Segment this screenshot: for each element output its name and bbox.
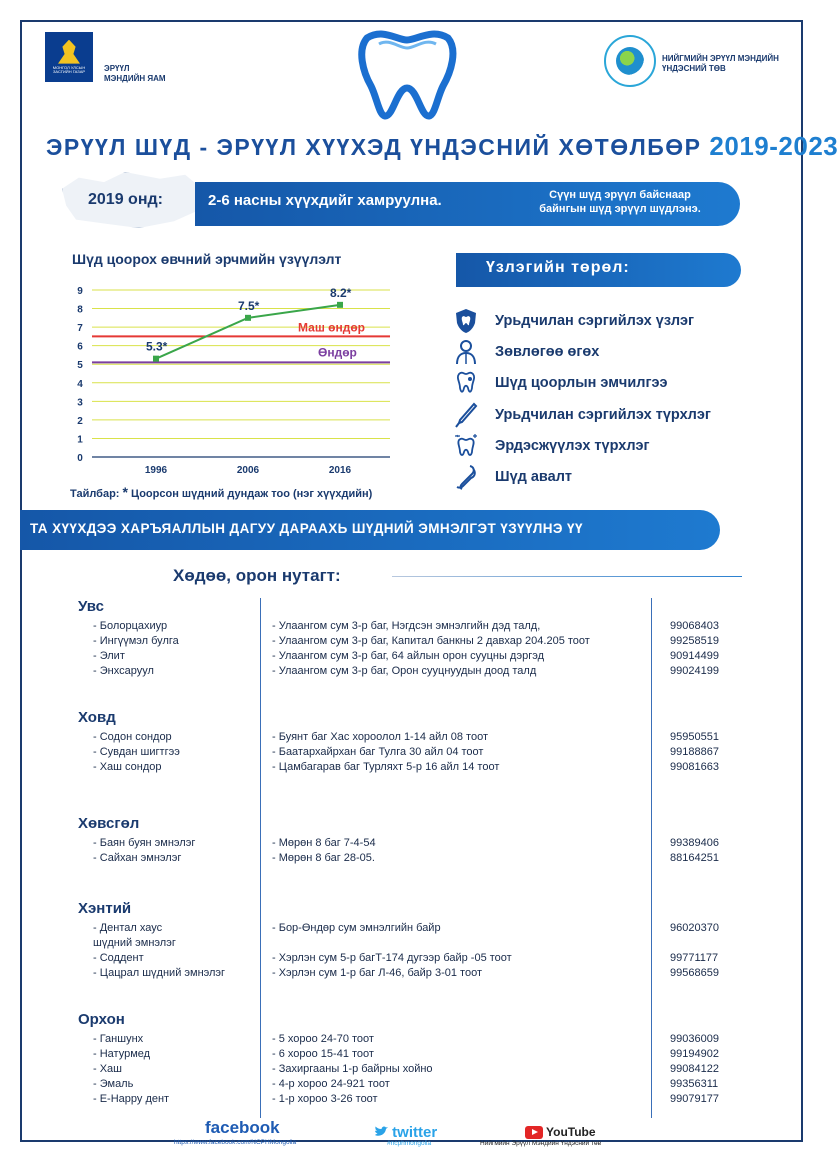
x-tick-label: 1996 bbox=[144, 465, 168, 476]
clinic-row bbox=[0, 922, 825, 937]
center-name: НИЙГМИЙН ЭРҮҮЛ МЭНДИЙН ҮНДЭСНИЙ ТӨВ bbox=[662, 54, 779, 74]
twitter-logo[interactable]: twitter bbox=[374, 1124, 437, 1141]
clinic-banner: ТА ХҮҮХДЭЭ ХАРЪЯАЛЛЫН ДАГУУ ДАРААХЬ ШҮДНИЙ ЭМНЭЛГЭТ ҮЗҮҮЛНЭ ҮҮ bbox=[20, 510, 720, 550]
clinic-row bbox=[0, 852, 825, 867]
coverage-text: 2-6 насны хүүхдийг хамруулна. bbox=[208, 192, 442, 209]
clinic-phone: 99356311 bbox=[670, 1078, 719, 1090]
clinic-address: - Улаангом сум 3-р баг, Орон сууцнуудын доод талд bbox=[272, 665, 537, 677]
clinic-address: - 4-р хороо 24-921 тоот bbox=[272, 1078, 390, 1090]
province-heading: Ховд bbox=[78, 709, 116, 726]
clinic-row bbox=[0, 952, 825, 967]
clinic-name: - Сувдан шигтгээ bbox=[93, 746, 180, 758]
clinic-address: - Улаангом сум 3-р баг, Нэгдсэн эмнэлгийн дэд талд, bbox=[272, 620, 541, 632]
doctor-icon bbox=[453, 339, 479, 365]
clinic-address: - Захиргааны 1-р байрны хойно bbox=[272, 1063, 433, 1075]
clinic-row bbox=[0, 650, 825, 665]
clinic-phone: 90914499 bbox=[670, 650, 719, 662]
reference-line-label: Өндөр bbox=[318, 345, 357, 360]
exam-item-extraction: Шүд авалт bbox=[453, 463, 572, 491]
caries-chart bbox=[68, 280, 408, 480]
clinic-name: - Натурмед bbox=[93, 1048, 151, 1060]
clinic-address: - Буянт баг Хас хороолол 1-14 айл 08 тоот bbox=[272, 731, 488, 743]
soyombo-icon bbox=[58, 40, 80, 64]
twitter-bird-icon bbox=[374, 1126, 388, 1138]
clinic-phone: 95950551 bbox=[670, 731, 719, 743]
government-seal-logo bbox=[45, 32, 93, 82]
clinic-row bbox=[0, 1093, 825, 1108]
clinic-address: - Цамбагарав баг Турляхт 5-р 16 айл 14 тоот bbox=[272, 761, 500, 773]
data-point bbox=[153, 356, 159, 362]
data-label: 7.5* bbox=[238, 298, 260, 313]
exam-types-heading: Үзлэгийн төрөл: bbox=[456, 253, 741, 287]
clinic-row bbox=[0, 1048, 825, 1063]
year-label: 2019 онд: bbox=[88, 191, 163, 208]
y-tick-label: 0 bbox=[77, 453, 83, 464]
chart-note: Тайлбар: * Цоорсон шүдний дундаж тоо (нэг хүүхдийн) bbox=[70, 484, 373, 500]
clinic-address: - 5 хороо 24-70 тоот bbox=[272, 1033, 374, 1045]
clinic-row bbox=[0, 746, 825, 761]
facebook-logo[interactable]: facebook bbox=[205, 1118, 280, 1137]
clinic-name: - Ингүүмэл булга bbox=[93, 635, 179, 647]
twitter-handle[interactable]: #ncphmongolia bbox=[387, 1140, 432, 1147]
clinic-phone: 99024199 bbox=[670, 665, 719, 677]
y-tick-label: 9 bbox=[77, 286, 83, 297]
y-tick-label: 5 bbox=[77, 360, 83, 372]
clinic-name: - Соддент bbox=[93, 952, 144, 964]
clinic-row bbox=[0, 967, 825, 982]
y-tick-label: 1 bbox=[77, 434, 83, 446]
reference-line-label: Маш өндөр bbox=[298, 320, 366, 335]
exam-item-fluoride: Эрдэсжүүлэх түрхлэг bbox=[453, 432, 650, 460]
seal-text: МОНГОЛ УЛСЫН ЗАСГИЙН ГАЗАР bbox=[52, 64, 86, 74]
banner-side-text: Сүүн шүд эрүүл байснаар байнгын шүд эрүүл шүдлэнэ. bbox=[539, 189, 701, 216]
clinic-row bbox=[0, 1078, 825, 1093]
clinic-phone: 88164251 bbox=[670, 852, 719, 864]
clinic-phone: 99084122 bbox=[670, 1063, 719, 1075]
exam-item-consultation: Зөвлөгөө өгөх bbox=[453, 338, 599, 366]
clinic-name: - Сайхан эмнэлэг bbox=[93, 852, 182, 864]
clinic-phone: 99068403 bbox=[670, 620, 719, 632]
brush-icon bbox=[453, 402, 479, 428]
clinic-address: - Хэрлэн сум 5-р багТ-174 дугээр байр -05 тоот bbox=[272, 952, 512, 964]
clinic-phone: 99771177 bbox=[670, 952, 719, 964]
y-tick-label: 4 bbox=[77, 378, 83, 390]
clinic-name: - Хаш сондор bbox=[93, 761, 162, 773]
clinic-row bbox=[0, 1063, 825, 1078]
clinic-name: - Содон сондор bbox=[93, 731, 172, 743]
data-label: 8.2* bbox=[330, 285, 352, 300]
y-tick-label: 3 bbox=[77, 397, 83, 409]
clinic-name: шүдний эмнэлэг bbox=[93, 937, 176, 949]
subtitle-divider bbox=[392, 576, 742, 577]
clinic-phone: 99568659 bbox=[670, 967, 719, 979]
clinic-row bbox=[0, 665, 825, 680]
title-years: 2019-2023 bbox=[709, 131, 838, 161]
clinic-address: - 6 хороо 15-41 тоот bbox=[272, 1048, 374, 1060]
ncph-logo bbox=[604, 35, 656, 87]
clinic-name: - Элит bbox=[93, 650, 125, 662]
y-tick-label: 2 bbox=[77, 415, 83, 427]
chart-title: Шүд цоорох өвчний эрчмийн үзүүлэлт bbox=[72, 251, 342, 267]
clinic-address: - Баатархайрхан баг Тулга 30 айл 04 тоот bbox=[272, 746, 484, 758]
clinic-row bbox=[0, 635, 825, 650]
clinic-name: - Баян буян эмнэлэг bbox=[93, 837, 196, 849]
clinic-address: - Хэрлэн сум 1-р баг Л-46, байр 3-01 тоот bbox=[272, 967, 482, 979]
y-tick-label: 6 bbox=[77, 341, 83, 353]
clinic-row bbox=[0, 937, 825, 952]
x-tick-label: 2006 bbox=[236, 465, 260, 476]
province-heading: Орхон bbox=[78, 1011, 125, 1028]
clinic-phone: 99389406 bbox=[670, 837, 719, 849]
forceps-icon bbox=[453, 464, 479, 490]
clinic-name: - Е-Нарру дент bbox=[93, 1093, 170, 1105]
clinic-address: - Улаангом сум 3-р баг, 64 айлын орон сууцны дэргэд bbox=[272, 650, 545, 662]
clinic-name: - Хаш bbox=[93, 1063, 122, 1075]
clinic-name: - Энхсаруул bbox=[93, 665, 154, 677]
clinic-name: - Дентал хаус bbox=[93, 922, 163, 934]
clinic-address: - Улаангом сум 3-р баг, Капитал банкны 2 давхар 204.205 тоот bbox=[272, 635, 590, 647]
x-tick-label: 2016 bbox=[328, 465, 352, 476]
clinic-phone: 99079177 bbox=[670, 1093, 719, 1105]
page-title: ЭРҮҮЛ ШҮД - ЭРҮҮЛ ХҮҮХЭД ҮНДЭСНИЙ ХӨТӨЛБӨР 2019-2023 bbox=[46, 131, 838, 161]
clinic-address: - Мөрөн 8 баг 7-4-54 bbox=[272, 837, 376, 849]
shield-tooth-icon bbox=[453, 308, 479, 334]
youtube-play-icon bbox=[525, 1126, 543, 1139]
rural-subtitle: Хөдөө, орон нутагт: bbox=[173, 566, 341, 585]
clinic-name: - Болорцахиур bbox=[93, 620, 168, 632]
data-label: 5.3* bbox=[146, 339, 168, 354]
y-tick-label: 8 bbox=[77, 304, 83, 316]
clinic-phone: 99258519 bbox=[670, 635, 719, 647]
data-point bbox=[337, 302, 343, 308]
clinic-phone: 99194902 bbox=[670, 1048, 719, 1060]
y-tick-label: 7 bbox=[77, 323, 83, 335]
clinic-row bbox=[0, 620, 825, 635]
youtube-logo[interactable]: YouTube bbox=[525, 1125, 596, 1139]
province-heading: Увс bbox=[78, 598, 104, 615]
sparkle-tooth-icon bbox=[453, 433, 479, 459]
tooth-logo-icon bbox=[355, 30, 460, 120]
clinic-phone: 99036009 bbox=[670, 1033, 719, 1045]
clinic-row bbox=[0, 761, 825, 776]
clinic-phone: 99188867 bbox=[670, 746, 719, 758]
exam-item-sealant: Урьдчилан сэргийлэх түрхлэг bbox=[453, 401, 711, 429]
exam-item-treatment: Шүд цоорлын эмчилгээ bbox=[453, 369, 668, 397]
clinic-address: - Мөрөн 8 баг 28-05. bbox=[272, 852, 375, 864]
exam-item-prevention: Урьдчилан сэргийлэх үзлэг bbox=[453, 307, 694, 335]
facebook-url[interactable]: https://www.facebook.com/NCPHMongolia bbox=[174, 1139, 297, 1146]
clinic-name: - Цацрал шүдний эмнэлэг bbox=[93, 967, 226, 979]
clinic-name: - Ганшунх bbox=[93, 1033, 144, 1045]
tooth-treatment-icon bbox=[453, 370, 479, 396]
clinic-name: - Эмаль bbox=[93, 1078, 134, 1090]
province-heading: Хэнтий bbox=[78, 900, 132, 917]
data-point bbox=[245, 315, 251, 321]
clinic-address: - 1-р хороо 3-26 тоот bbox=[272, 1093, 378, 1105]
ministry-name: ЭРҮҮЛ МЭНДИЙН ЯАМ bbox=[104, 64, 166, 83]
clinic-phone: 99081663 bbox=[670, 761, 719, 773]
clinic-row bbox=[0, 1033, 825, 1048]
clinic-phone: 96020370 bbox=[670, 922, 719, 934]
clinic-row bbox=[0, 731, 825, 746]
clinic-row bbox=[0, 837, 825, 852]
clinic-address: - Бор-Өндөр сум эмнэлгийн байр bbox=[272, 922, 441, 934]
province-heading: Хөвсгөл bbox=[78, 815, 140, 832]
youtube-channel[interactable]: Нийгмийн Эрүүл Мэндийн Үндэсний төв bbox=[480, 1140, 602, 1147]
globe-icon bbox=[616, 47, 644, 75]
